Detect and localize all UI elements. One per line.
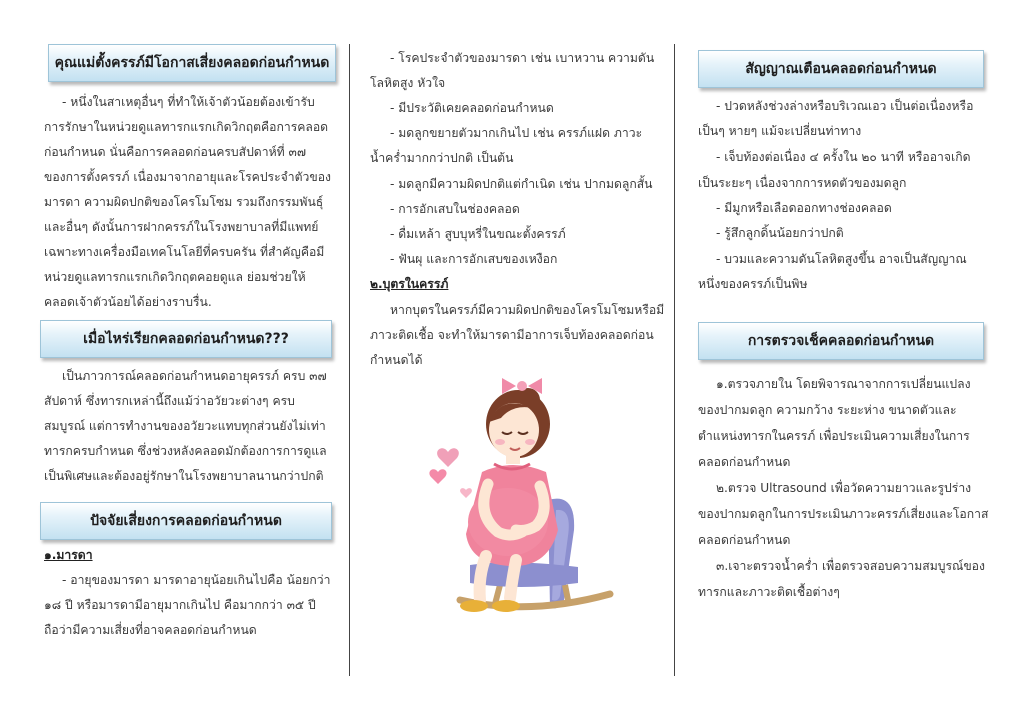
text-line: - โรคประจำตัวของมารดา เช่น เบาหวาน ความดัน xyxy=(390,51,655,65)
text-line: ๒.ตรวจ Ultrasound เพื่อวัดความยาวและรูปร่าง xyxy=(716,481,972,495)
text-line: เป็นภาวการณ์คลอดก่อนกำหนดอายุครรภ์ ครบ ๓๗ xyxy=(62,369,327,383)
heading-when-preterm: เมื่อไหร่เรียกคลอดก่อนกำหนด??? xyxy=(40,320,332,358)
text-line: ของปากมดลูก ความกว้าง ระยะห่าง ขนาดตัวและ xyxy=(698,403,957,417)
text-line: หากบุตรในครรภ์มีความผิดปกติของโครโมโซมหรือมี xyxy=(390,303,665,317)
text-line: - มีมูกหรือเลือดออกทางช่องคลอด xyxy=(716,201,892,215)
text-line: ภาวะติดเชื้อ จะทำให้มารดามีอาการเจ็บท้องคลอดก่อน xyxy=(370,328,654,342)
text-line: สัปดาห์ ซึ่งทารกเหล่านี้ถึงแม้ว่าอวัยวะต่างๆ ครบ xyxy=(44,394,295,408)
text-line: - หนึ่งในสาเหตุอื่นๆ ที่ทำให้เจ้าตัวน้อยต้องเข้ารับ xyxy=(62,95,315,109)
text-line: ก่อนกำหนด นั่นคือการคลอดก่อนครบสัปดาห์ที่ ๓๗ xyxy=(44,145,307,159)
text-line: ๑.ตรวจภายใน โดยพิจารณาจากการเปลี่ยนแปลง xyxy=(716,377,971,391)
text-line: - บวมและความดันโลหิตสูงขึ้น อาจเป็นสัญญาณ xyxy=(716,252,967,266)
text-line: คลอดเจ้าตัวน้อยได้อย่างราบรื่น. xyxy=(44,295,212,309)
text-line: เป็นระยะๆ เนื่องจากการหดตัวของมดลูก xyxy=(698,176,907,190)
text-line: และอื่นๆ ดังนั้นการฝากครรภ์ในโรงพยาบาลที่มีแพทย์ xyxy=(44,220,319,234)
heading-high-risk-mothers: คุณแม่ตั้งครรภ์มีโอกาสเสี่ยงคลอดก่อนกำหนด xyxy=(48,44,336,82)
text-line: ๑๘ ปี หรือมารดามีอายุมากเกินไป คือมากกว่า ๓๕ ปี xyxy=(44,598,316,612)
text-line: เฉพาะทางเครื่องมือเทคโนโลยีที่ครบครัน ที่สำคัญคือมี xyxy=(44,245,325,259)
heading-warning-signs: สัญญาณเตือนคลอดก่อนกำหนด xyxy=(698,50,984,88)
text-line: น้ำคร่ำมากกว่าปกติ เป็นต้น xyxy=(370,151,514,165)
text-line: - ดื่มเหล้า สูบบุหรี่ในขณะตั้งครรภ์ xyxy=(390,227,566,241)
text-line: - มดลูกมีความผิดปกติแต่กำเนิด เช่น ปากมดลูกสั้น xyxy=(390,177,653,191)
text-line: คลอดก่อนกำหนด xyxy=(698,533,791,547)
text-line: - รู้สึกลูกดิ้นน้อยกว่าปกติ xyxy=(716,226,844,240)
text-line: กำหนดได้ xyxy=(370,353,423,367)
text-line: ตำแหน่งทารกในครรภ์ เพื่อประเมินความเสี่ยงในการ xyxy=(698,429,970,443)
text-line: - ปวดหลังช่วงล่างหรือบริเวณเอว เป็นต่อเนื่องหรือ xyxy=(716,99,974,113)
text-line: ทารกและภาวะติดเชื้อต่างๆ xyxy=(698,585,840,599)
column-divider-left xyxy=(349,44,350,676)
text-line: - อายุของมารดา มารดาอายุน้อยเกินไปคือ น้อยกว่า xyxy=(62,573,331,587)
text-line: โลหิตสูง หัวใจ xyxy=(370,76,446,90)
pregnant-woman-illustration xyxy=(390,360,630,630)
subheading-fetus: ๒.บุตรในครรภ์ xyxy=(370,277,449,291)
text-line: มารดา ความผิดปกติของโครโมโซม รวมถึงกรรมพันธุ์ xyxy=(44,195,324,209)
column-divider-right xyxy=(674,44,675,676)
text-line: ๓.เจาะตรวจน้ำคร่ำ เพื่อตรวจสอบความสมบูรณ์ของ xyxy=(716,559,985,573)
text-line: - มีประวัติเคยคลอดก่อนกำหนด xyxy=(390,101,554,115)
text-line: สมบูรณ์ แต่การทำงานของอวัยวะแทบทุกส่วนยังไม่เท่า xyxy=(44,419,326,433)
text-line: - เจ็บท้องต่อเนื่อง ๔ ครั้งใน ๒๐ นาที หรืออาจเกิด xyxy=(716,150,971,164)
subheading-mother: ๑.มารดา xyxy=(44,548,93,562)
heading-risk-factors: ปัจจัยเสี่ยงการคลอดก่อนกำหนด xyxy=(40,502,332,540)
text-line: เป็นพิเศษและต้องอยู่รักษาในโรงพยาบาลนานกว่าปกติ xyxy=(44,469,324,483)
text-line: การรักษาในหน่วยดูแลทารกแรกเกิดวิกฤตคือการคลอด xyxy=(44,120,329,134)
text-line: - มดลูกขยายตัวมากเกินไป เช่น ครรภ์แฝด ภาวะ xyxy=(390,126,643,140)
text-line: หนึ่งของครรภ์เป็นพิษ xyxy=(698,277,808,291)
text-line: - การอักเสบในช่องคลอด xyxy=(390,202,520,216)
text-line: ของการตั้งครรภ์ เนื่องมาจากอายุและโรคประจำตัวของ xyxy=(44,170,331,184)
text-line: คลอดก่อนกำหนด xyxy=(698,455,791,469)
text-line: หน่วยดูแลทารกแรกเกิดวิกฤตคอยดูแล ย่อมช่วยให้ xyxy=(44,270,306,284)
text-line: เป็นๆ หายๆ แม้จะเปลี่ยนท่าทาง xyxy=(698,124,862,138)
text-line: - ฟันผุ และการอักเสบของเหงือก xyxy=(390,252,558,266)
text-line: ถือว่ามีความเสี่ยงที่อาจคลอดก่อนกำหนด xyxy=(44,623,257,637)
text-line: ของปากมดลูกในการประเมินภาวะครรภ์เสี่ยงและโอกาส xyxy=(698,507,989,521)
text-line: ทารกครบกำหนด ซึ่งช่วงหลังคลอดมักต้องการการดูแล xyxy=(44,444,327,458)
heading-checkup: การตรวจเช็คคลอดก่อนกำหนด xyxy=(698,322,984,360)
